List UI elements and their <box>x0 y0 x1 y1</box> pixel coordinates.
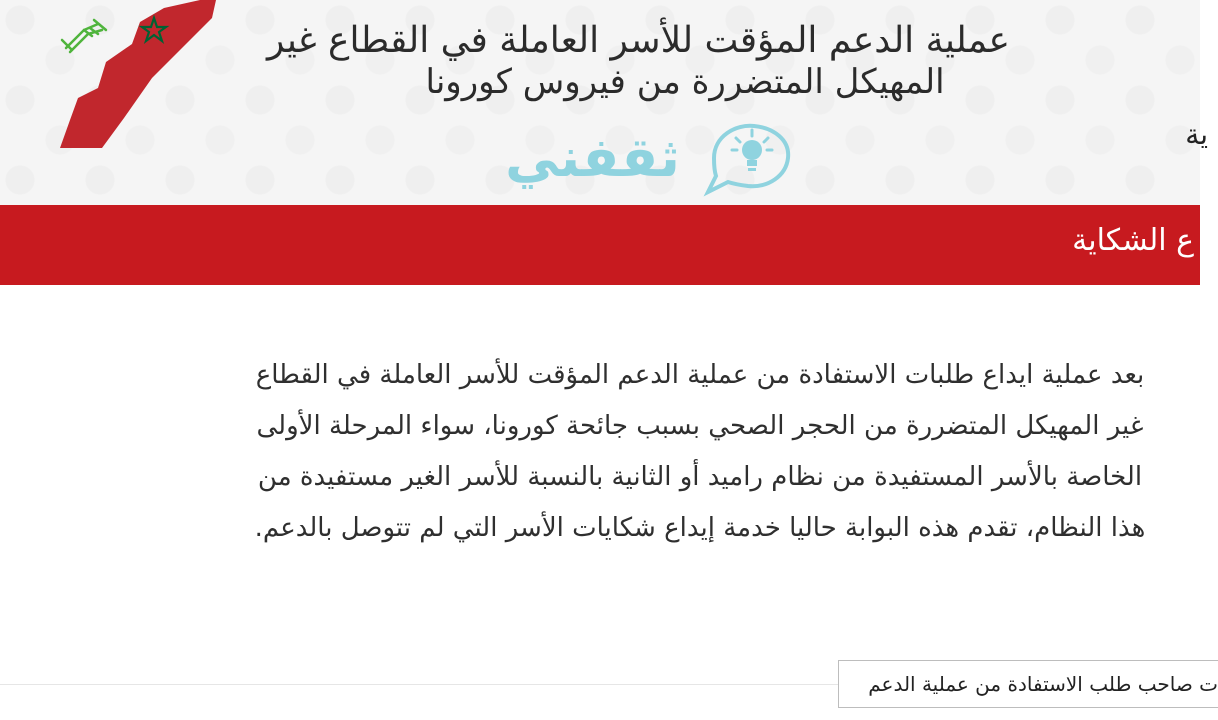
watermark-logo <box>490 118 810 198</box>
lightbulb-chat-icon <box>696 118 796 198</box>
site-header <box>0 0 1208 205</box>
section-title: ع الشكاية <box>1072 223 1194 258</box>
cropped-edge-text: ية <box>1185 118 1208 151</box>
watermark-text: ثقفني <box>505 126 680 189</box>
handshake-icon <box>62 20 106 52</box>
morocco-map-logo <box>40 0 220 150</box>
header-title <box>267 20 1010 102</box>
applicant-info-field[interactable]: ت صاحب طلب الاستفادة من عملية الدعم <box>838 660 1218 708</box>
header-title-line2: المهيكل المتضررة من فيروس كورونا <box>425 62 945 102</box>
section-title-bar <box>0 205 1200 285</box>
divider <box>0 684 840 685</box>
intro-paragraph: بعد عملية ايداع طلبات الاستفادة من عملية الدعم المؤقت للأسر العاملة في القطاع غير المهيكل المتضررة من الحجر الصحي بسبب جائحة كورونا، سواء المرحلة الأولى الخاصة بالأسر المستفيدة من نظام راميد أو الثانية بالنسبة للأسر الغير مستفيدة من هذا النظام، تقدم هذه البوابة حاليا خدمة إيداع شكايات الأسر التي لم تتوصل بالدعم. <box>254 360 1146 543</box>
header-title-line1: عملية الدعم المؤقت للأسر العاملة في القطاع غير <box>267 20 1010 61</box>
